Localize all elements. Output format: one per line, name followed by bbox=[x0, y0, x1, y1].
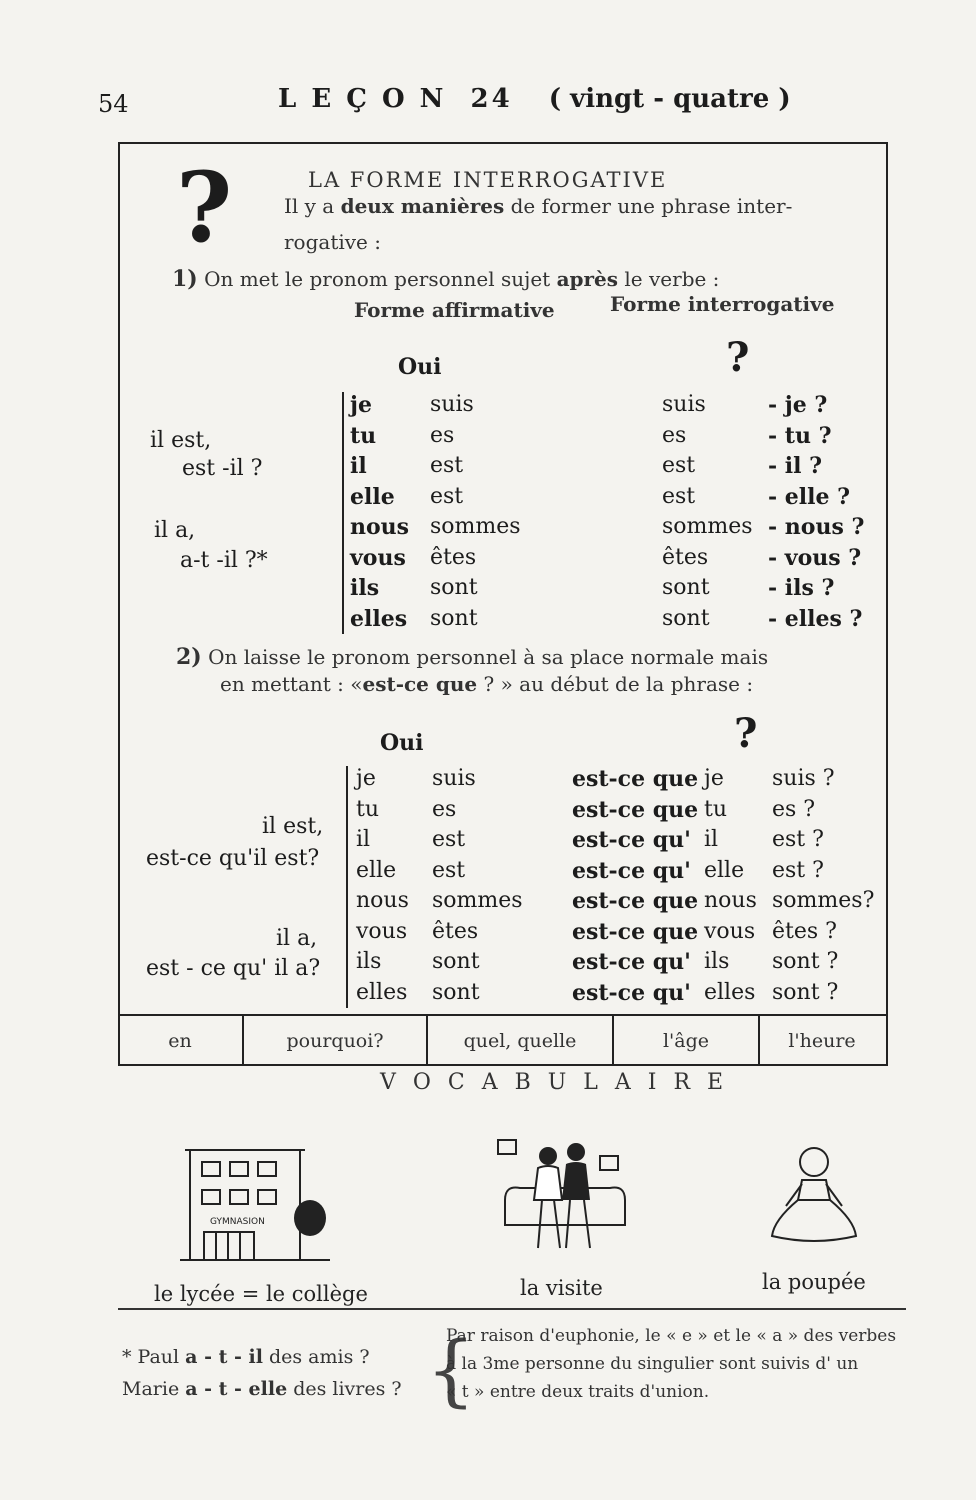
vocab-caption-visite: la visite bbox=[520, 1276, 603, 1300]
oui-label-2: Oui bbox=[380, 730, 424, 756]
t1-pronoun: tu bbox=[350, 422, 377, 449]
t1-q-pronoun: - je ? bbox=[768, 392, 828, 418]
footnote-ex2-bold: a - t - elle bbox=[185, 1378, 288, 1400]
footnote-divider bbox=[118, 1308, 906, 1310]
footnote-ex1-a: * Paul bbox=[122, 1346, 186, 1368]
table-1-divider bbox=[342, 392, 344, 634]
vocab-caption-poupee: la poupée bbox=[762, 1270, 866, 1294]
t2-q-pronoun: je bbox=[704, 766, 724, 791]
t1-q-verb: es bbox=[662, 422, 687, 448]
t2-verb: sommes bbox=[432, 888, 523, 913]
t2-verb: est bbox=[432, 857, 466, 883]
t2-est-ce-que: est-ce que bbox=[572, 888, 699, 914]
vocabulary-title: V O C A B U L A I R E bbox=[380, 1070, 729, 1095]
t2-pronoun: il bbox=[356, 827, 371, 852]
t2-q-verb: sommes? bbox=[772, 888, 875, 913]
t2-note-est-ce-quil-a: est - ce qu' il a? bbox=[146, 956, 321, 981]
t2-pronoun: nous bbox=[356, 888, 409, 913]
footnote-example-2 bbox=[122, 1378, 402, 1400]
t2-note-il-a: il a, bbox=[276, 926, 318, 951]
question-mark-small-icon: ? bbox=[726, 334, 750, 381]
rule-1 bbox=[172, 266, 719, 292]
t2-q-pronoun: vous bbox=[704, 918, 756, 944]
t1-verb: est bbox=[430, 453, 464, 478]
visit-scene-icon bbox=[490, 1130, 640, 1260]
footnote-ex1-b: des amis ? bbox=[262, 1346, 370, 1368]
brace-icon: { bbox=[426, 1326, 476, 1416]
page-number: 54 bbox=[98, 90, 129, 118]
t1-q-pronoun: - tu ? bbox=[768, 422, 832, 449]
t1-verb: sont bbox=[430, 575, 478, 600]
t2-est-ce-que: est-ce que bbox=[572, 918, 699, 945]
t2-q-verb: suis ? bbox=[772, 766, 835, 791]
rule-2-number: 2) bbox=[176, 644, 202, 670]
t1-pronoun: ils bbox=[350, 575, 380, 601]
vocab-strip-item: l'heure bbox=[788, 1030, 856, 1052]
rule-1-number: 1) bbox=[172, 266, 198, 292]
footnote-note-line-2: à la 3me personne du singulier sont suivis d' un bbox=[446, 1354, 859, 1374]
t2-est-ce-que: est-ce qu' bbox=[572, 857, 691, 884]
t1-q-verb: sont bbox=[662, 575, 710, 600]
t1-note-il-a: il a, bbox=[154, 518, 196, 543]
t2-pronoun: elles bbox=[356, 979, 408, 1005]
rule-1-bold: après bbox=[556, 267, 619, 291]
t2-est-ce-que: est-ce qu' bbox=[572, 979, 691, 1006]
t2-pronoun: vous bbox=[356, 918, 408, 944]
t1-q-verb: êtes bbox=[662, 544, 709, 570]
t1-q-pronoun: - elle ? bbox=[768, 483, 851, 510]
t2-verb: sont bbox=[432, 979, 480, 1005]
rule-1-b: le verbe : bbox=[618, 267, 720, 291]
column-interrogative: Forme interrogative bbox=[610, 292, 835, 316]
t2-q-verb: sont ? bbox=[772, 949, 839, 974]
t1-q-pronoun: - il ? bbox=[768, 453, 823, 479]
table-2-divider bbox=[346, 766, 348, 1008]
t2-est-ce-que: est-ce qu' bbox=[572, 949, 691, 975]
t2-pronoun: elle bbox=[356, 857, 397, 883]
t2-q-verb: êtes ? bbox=[772, 918, 837, 944]
t1-q-pronoun: - vous ? bbox=[768, 544, 862, 571]
t2-pronoun: tu bbox=[356, 796, 380, 822]
t2-est-ce-que: est-ce qu' bbox=[572, 827, 691, 853]
t1-verb: sommes bbox=[430, 514, 521, 539]
t1-verb: suis bbox=[430, 392, 474, 417]
rule-2-bold: est-ce que bbox=[362, 672, 478, 696]
doll-icon bbox=[764, 1140, 864, 1250]
lesson-subtitle: ( vingt - quatre ) bbox=[548, 84, 791, 114]
vocab-strip-item: pourquoi? bbox=[244, 1016, 428, 1066]
question-mark-icon: ? bbox=[176, 151, 233, 264]
t2-note-il-est: il est, bbox=[262, 814, 324, 839]
lesson-title-main: L E Ç O N 24 bbox=[278, 84, 513, 114]
t1-note-il-est: il est, bbox=[150, 428, 212, 453]
t1-q-verb: est bbox=[662, 483, 696, 509]
t2-est-ce-que: est-ce que bbox=[572, 766, 699, 792]
t2-verb: es bbox=[432, 796, 457, 822]
rule-2-text: On laisse le pronom personnel à sa place normale mais bbox=[208, 645, 769, 669]
t1-pronoun: elles bbox=[350, 605, 408, 632]
t1-verb: es bbox=[430, 422, 455, 448]
t2-verb: êtes bbox=[432, 918, 479, 944]
t1-pronoun: elle bbox=[350, 483, 395, 510]
t1-verb: sont bbox=[430, 605, 478, 631]
rule-2-line-1 bbox=[176, 644, 768, 670]
footnote-ex1-bold: a - t - il bbox=[185, 1346, 263, 1368]
t1-q-verb: sommes bbox=[662, 514, 753, 539]
t1-q-verb: suis bbox=[662, 392, 706, 417]
t2-q-pronoun: tu bbox=[704, 796, 728, 822]
t1-q-pronoun: - nous ? bbox=[768, 514, 865, 540]
t1-verb: êtes bbox=[430, 544, 477, 570]
rule-2-line-2 bbox=[220, 672, 753, 696]
t2-verb: suis bbox=[432, 766, 476, 791]
t1-pronoun: nous bbox=[350, 514, 410, 540]
t2-q-verb: es ? bbox=[772, 796, 816, 822]
intro-line-2: rogative : bbox=[284, 230, 381, 254]
school-building-icon bbox=[180, 1140, 330, 1270]
t2-q-pronoun: il bbox=[704, 827, 719, 852]
intro-line-1 bbox=[284, 194, 792, 218]
column-affirmative: Forme affirmative bbox=[354, 298, 555, 322]
vocab-strip bbox=[118, 1014, 888, 1066]
intro-b: de former une phrase inter- bbox=[504, 194, 793, 218]
t1-note-a-t-il: a-t -il ?* bbox=[180, 548, 268, 573]
vocab-strip-item: en bbox=[118, 1016, 244, 1066]
t2-q-verb: est ? bbox=[772, 827, 824, 852]
t2-pronoun: je bbox=[356, 766, 376, 791]
vocab-caption-lycee: le lycée = le collège bbox=[154, 1282, 368, 1306]
t1-verb: est bbox=[430, 483, 464, 509]
t2-q-verb: sont ? bbox=[772, 979, 839, 1005]
t1-q-verb: est bbox=[662, 453, 696, 478]
t1-pronoun: il bbox=[350, 453, 367, 479]
intro-a: Il y a bbox=[284, 194, 341, 218]
building-sign: GYMNASION bbox=[210, 1217, 265, 1227]
t1-q-verb: sont bbox=[662, 605, 710, 631]
t2-note-est-ce-quil-est: est-ce qu'il est? bbox=[146, 846, 320, 871]
t2-q-pronoun: nous bbox=[704, 888, 757, 913]
t1-q-pronoun: - elles ? bbox=[768, 605, 863, 632]
t2-q-pronoun: elles bbox=[704, 979, 756, 1005]
t2-est-ce-que: est-ce que bbox=[572, 796, 699, 823]
rule-1-a: On met le pronom personnel sujet bbox=[204, 267, 557, 291]
t1-pronoun: vous bbox=[350, 544, 406, 571]
section-title: LA FORME INTERROGATIVE bbox=[308, 168, 668, 192]
rule-2-a: en mettant : « bbox=[220, 672, 363, 696]
t2-q-pronoun: ils bbox=[704, 949, 730, 974]
intro-bold: deux manières bbox=[340, 194, 505, 218]
rule-2-b: ? » au début de la phrase : bbox=[477, 672, 754, 696]
t2-verb: est bbox=[432, 827, 466, 852]
t1-q-pronoun: - ils ? bbox=[768, 575, 835, 601]
t2-pronoun: ils bbox=[356, 949, 382, 974]
footnote-note-line-3: « t » entre deux traits d'union. bbox=[446, 1382, 710, 1402]
t2-verb: sont bbox=[432, 949, 480, 974]
vocab-strip-item: quel, quelle bbox=[428, 1016, 614, 1066]
vocab-strip-item: l'âge bbox=[614, 1016, 760, 1066]
t2-q-pronoun: elle bbox=[704, 857, 745, 883]
footnote-ex2-a: Marie bbox=[122, 1378, 186, 1400]
footnote-note-line-1: Par raison d'euphonie, le « e » et le « a » des verbes bbox=[446, 1326, 897, 1346]
lesson-title bbox=[278, 84, 791, 114]
footnote-ex2-b: des livres ? bbox=[287, 1378, 402, 1400]
t1-note-est-il: est -il ? bbox=[182, 456, 263, 481]
t2-q-verb: est ? bbox=[772, 857, 824, 883]
t1-pronoun: je bbox=[350, 392, 372, 418]
question-mark-small-icon-2: ? bbox=[734, 710, 758, 757]
oui-label-1: Oui bbox=[398, 354, 442, 380]
footnote-example-1 bbox=[122, 1346, 370, 1368]
